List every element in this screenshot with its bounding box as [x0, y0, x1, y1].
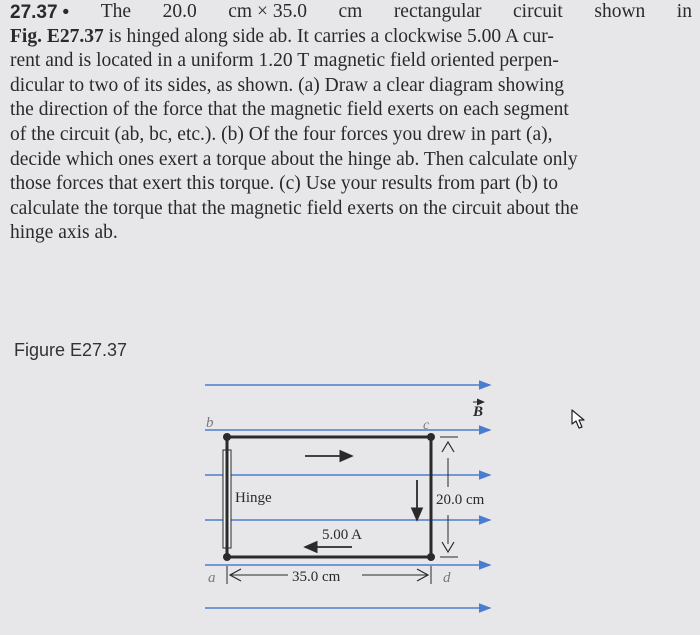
- problem-line: calculate the torque that the magnetic field exerts on the circuit about the: [10, 197, 579, 219]
- figure-label: Figure E27.37: [14, 340, 128, 360]
- height-label: 20.0 cm: [436, 492, 485, 508]
- problem-number: 27.37: [10, 2, 58, 23]
- problem-line: decide which ones exert a torque about the hinge ab. Then calculate only: [10, 148, 578, 170]
- corner-c-label: c: [423, 418, 430, 433]
- problem-line: the direction of the force that the magnetic field exerts on each segment: [10, 99, 569, 121]
- figure-reference: Fig. E27.37: [10, 25, 104, 47]
- corner-a-dot: [223, 553, 231, 561]
- mouse-cursor-icon: [572, 410, 584, 428]
- corner-b-label: b: [206, 415, 214, 431]
- corner-b-dot: [223, 433, 231, 441]
- word: rectangular: [393, 1, 482, 22]
- word: cm: [338, 1, 363, 22]
- word: shown: [594, 1, 646, 22]
- word: cm × 35.0: [228, 1, 307, 22]
- corner-c-dot: [427, 433, 435, 441]
- field-label: B: [473, 404, 484, 420]
- problem-line: those forces that exert this torque. (c) Use your results from part (b) to: [10, 173, 558, 195]
- word: in: [676, 1, 692, 22]
- word: 20.0: [162, 1, 197, 22]
- corner-d-dot: [427, 553, 435, 561]
- problem-line: of the circuit (ab, bc, etc.). (b) Of the four forces you drew in part (a),: [10, 123, 553, 145]
- bullet: •: [62, 1, 70, 23]
- corner-d-label: d: [443, 570, 451, 586]
- height-arrow-up-icon: [442, 442, 454, 452]
- word: The: [100, 1, 132, 22]
- problem-line: rent and is located in a uniform 1.20 T magnetic field oriented perpen-: [10, 50, 559, 72]
- word: circuit: [513, 1, 563, 22]
- hinge-label: Hinge: [235, 490, 272, 506]
- problem-line-2-text: is hinged along side ab. It carries a clockwise 5.00 A cur-: [103, 25, 554, 47]
- corner-a-label: a: [208, 570, 216, 586]
- current-label: 5.00 A: [322, 527, 363, 543]
- problem-line: hinge axis ab.: [10, 222, 118, 244]
- width-label: 35.0 cm: [292, 569, 341, 585]
- problem-line: dicular to two of its sides, as shown. (a) Draw a clear diagram showing: [10, 74, 564, 96]
